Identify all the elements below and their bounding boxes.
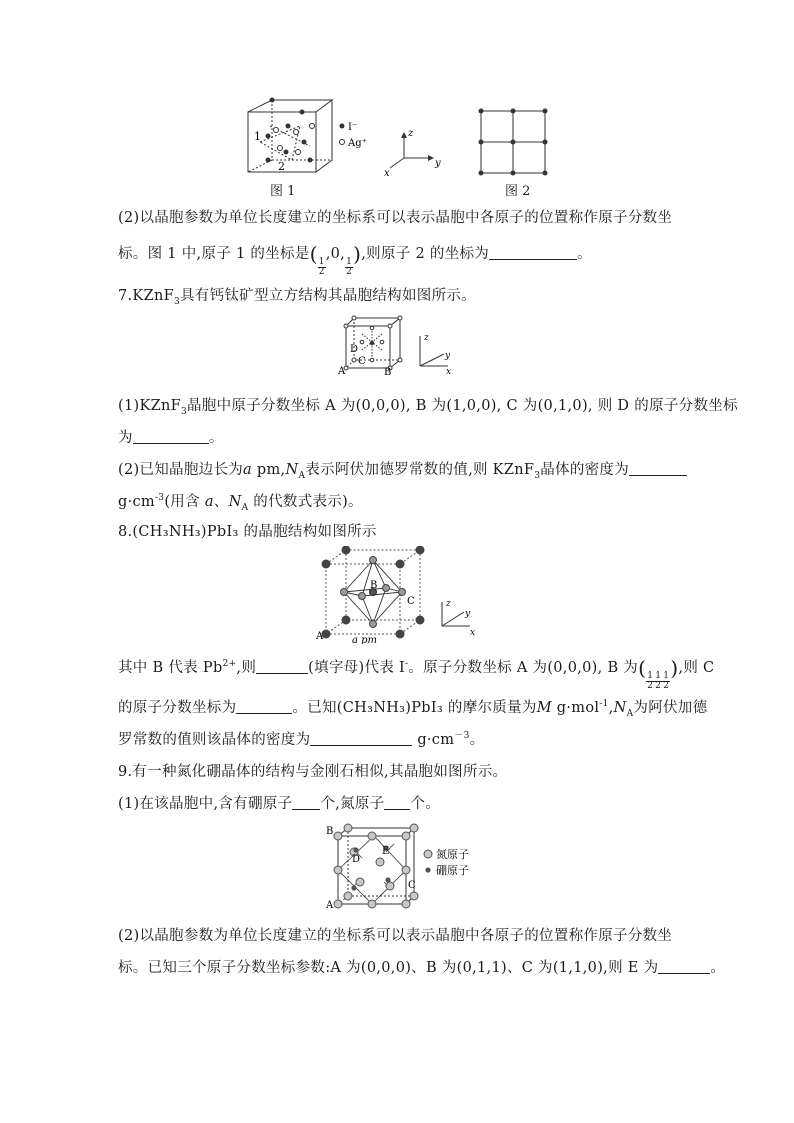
figure-1-caption: 图 1 [270,184,296,199]
q9-part1: (1)在该晶胞中,含有硼原子 个,氮原子 个。 [118,796,441,812]
answer-blank[interactable] [292,795,320,810]
svg-text:D: D [352,854,361,865]
svg-text:C: C [407,596,415,607]
svg-text:z: z [424,333,429,343]
svg-text:C: C [358,356,366,367]
svg-text:D: D [350,344,359,355]
legend-boron: 硼原子 [436,864,469,877]
answer-blank[interactable] [236,699,292,714]
answer-blank[interactable] [256,659,308,674]
q8-stem: 8.(CH₃NH₃)PbI₃ 的晶胞结构如图所示 [118,524,377,540]
svg-text:z: z [446,599,451,609]
figure-2-caption: 图 2 [505,184,531,199]
answer-blank[interactable] [629,461,687,476]
answer-blank[interactable] [310,731,412,746]
answer-blank[interactable] [384,795,410,810]
q9-part2-line1: (2)以晶胞参数为单位长度建立的坐标系可以表示晶胞中各原子的位置称作原子分数坐 [118,928,673,944]
svg-text:E: E [382,846,390,857]
answer-blank[interactable] [133,429,209,444]
q9-stem: 9.有一种氮化硼晶体的结构与金刚石相似,其晶胞如图所示。 [118,764,508,780]
axes-top [380,124,450,178]
answer-blank[interactable] [658,959,710,974]
q9-boron-nitride-cell-figure [324,822,474,912]
svg-text:A: A [338,366,346,376]
svg-text:x: x [384,168,390,178]
svg-text:y: y [445,351,451,361]
q8-line2: 的原子分数坐标为 。已知(CH₃NH₃)PbI₃ 的摩尔质量为M $g\cdot mol^{-1},N_A$为阿伏加德 [118,699,708,719]
q8-line3: 罗常数的值则该晶体的密度为 $g\cdot cm^{-3}$。 [118,731,485,748]
svg-text:B: B [326,826,334,837]
q8-perovskite-cell-figure [316,546,480,644]
svg-text:z: z [408,128,414,139]
svg-text:x: x [470,628,476,638]
svg-text:A: A [316,631,324,642]
svg-text:y: y [465,609,471,619]
figure-2-projection [478,108,548,176]
svg-text:C: C [408,880,416,891]
svg-text:A: A [326,900,334,911]
answer-blank[interactable] [489,245,577,260]
svg-text:a pm: a pm [352,635,378,644]
q9-part2-line2: 标。已知三个原子分数坐标参数:A 为(0,0,0)、B 为(0,1,1)、C 为(1,1,0),则 E 为 。 [118,960,726,976]
svg-text:y: y [435,158,441,169]
q7-part2-line2: $g\cdot cm^{-3}$(用含 a、$N_A$ 的代数式表示)。 [118,493,363,513]
q7-kznf3-cell-figure [338,314,460,376]
atom-1-label: 1 [254,130,261,143]
q7-stem: 7.KZnF$_3$具有钙钛矿型立方结构其晶胞结构如图所示。 [118,288,476,307]
svg-text:B: B [370,580,378,591]
q8-line1: 其中 B 代表 $Pb^{2+}$,则 (填字母)代表 I-。原子分数坐标 A 为(0,0,0), B 为( $\frac{1}{2}$ $\frac{1}{2}$ $\frac{1}{2}$ ),则 C [118,656,715,691]
atom-2-label: 2 [278,160,285,173]
svg-text:B: B [384,367,392,376]
svg-text:x: x [446,367,452,376]
q7-part1-line2: 为 。 [118,430,224,446]
q7-part2-line1: (2)已知晶胞边长为a $pm,N_A$表示阿伏加德罗常数的值,则 KZnF$_3$晶体的密度为 [118,458,687,481]
q6-part2-line1: (2)以晶胞参数为单位长度建立的坐标系可以表示晶胞中各原子的位置称作原子分数坐 [118,210,673,226]
q7-part1-line1: (1)KZnF$_3$晶胞中原子分数坐标 A 为(0,0,0), B 为(1,0,0), C 为(0,1,0), 则 D 的原子分数坐标 [118,398,738,417]
legend-iodide: I⁻ [348,122,358,133]
q6-part2-line2: 标。图 1 中,原子 1 的坐标是( $\frac{1}{2}$ ,0, $\frac{1}{2}$ ),则原子 2 的坐标为 。 [118,242,592,277]
figure-1-agi-cell [240,96,380,178]
legend-silver: Ag⁺ [348,138,367,149]
legend-nitrogen: 氮原子 [436,848,469,861]
